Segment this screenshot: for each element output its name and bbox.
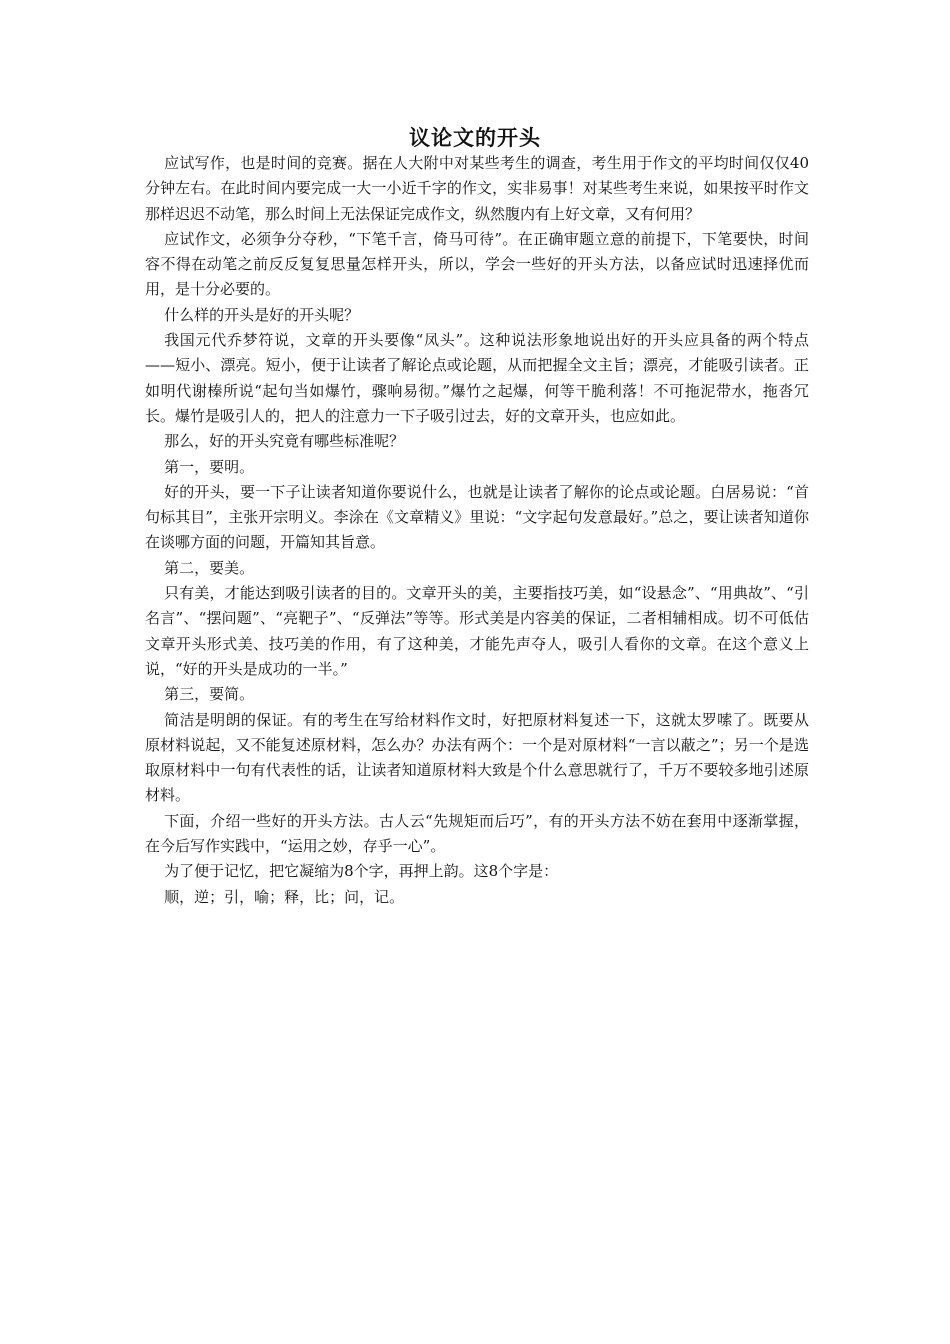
paragraph: 好的开头，要一下子让读者知道你要说什么，也就是让读者了解你的论点或论题。白居易说：“首句标其目”，主张开宗明义。李涂在《文章精义》里说：“文字起句发意最好。”总之，要让读者知道你在谈哪方面的问题，开篇知其旨意。 [145, 482, 809, 552]
document-title: 议论文的开头 [409, 125, 541, 150]
paragraph: 顺，逆；引，喻；释，比；问，记。 [164, 887, 405, 906]
section-heading-third: 第三，要简。 [164, 685, 255, 704]
paragraph: 那么，好的开头究竟有哪些标准呢？ [164, 432, 405, 451]
paragraph: 我国元代乔梦符说，文章的开头要像“凤头”。这种说法形象地说出好的开头应具备的两个特点——短小、漂亮。短小，便于让读者了解论点或论题，从而把握全文主旨；漂亮，才能吸引读者。正如明代谢榛所说“起句当如爆竹，骤响易彻。”爆竹之起爆，何等干脆利落！不可拖泥带水，拖沓冗长。爆竹是吸引人的，把人的注意力一下子吸引过去，好的文章开头，也应如此。 [145, 331, 809, 425]
paragraph: 应试写作，也是时间的竞赛。据在人大附中对某些考生的调查，考生用于作文的平均时间仅仅40分钟左右。在此时间内要完成一大一小近千字的作文，实非易事！对某些考生来说，如果按平时作文那样迟迟不动笔，那么时间上无法保证完成作文，纵然腹内有上好文章，又有何用？ [145, 154, 809, 223]
paragraph: 什么样的开头是好的开头呢？ [164, 305, 360, 324]
paragraph: 为了便于记忆，把它凝缩为8个字，再押上韵。这8个字是： [164, 862, 559, 881]
section-heading-first: 第一，要明。 [164, 457, 255, 476]
paragraph: 下面，介绍一些好的开头方法。古人云“先规矩而后巧”，有的开头方法不妨在套用中逐渐掌握，在今后写作实践中，“运用之妙，存乎一心”。 [145, 811, 809, 856]
paragraph: 应试作文，必须争分夺秒，“下笔千言，倚马可待”。在正确审题立意的前提下，下笔要快，时间容不得在动笔之前反反复复思量怎样开头，所以，学会一些好的开头方法，以备应试时迅速择优而用，是十分必要的。 [145, 229, 809, 299]
section-heading-second: 第二，要美。 [164, 558, 255, 577]
paragraph: 只有美，才能达到吸引读者的目的。文章开头的美，主要指技巧美，如“设悬念”、“用典故”、“引名言”、“摆问题”、“亮靶子”、“反弹法”等等。形式美是内容美的保证，二者相辅相成。切不可低估文章开头形式美、技巧美的作用，有了这种美，才能先声夺人，吸引人看你的文章。在这个意义上说，“好的开头是成功的一半。” [145, 584, 809, 678]
paragraph: 简洁是明朗的保证。有的考生在写给材料作文时，好把原材料复述一下，这就太罗嗦了。既要从原材料说起，又不能复述原材料，怎么办？办法有两个：一个是对原材料“一言以蔽之”；另一个是选取原材料中一句有代表性的话，让读者知道原材料大致是个什么意思就行了，千万不要较多地引述原材料。 [145, 710, 809, 805]
document-body [145, 151, 809, 910]
